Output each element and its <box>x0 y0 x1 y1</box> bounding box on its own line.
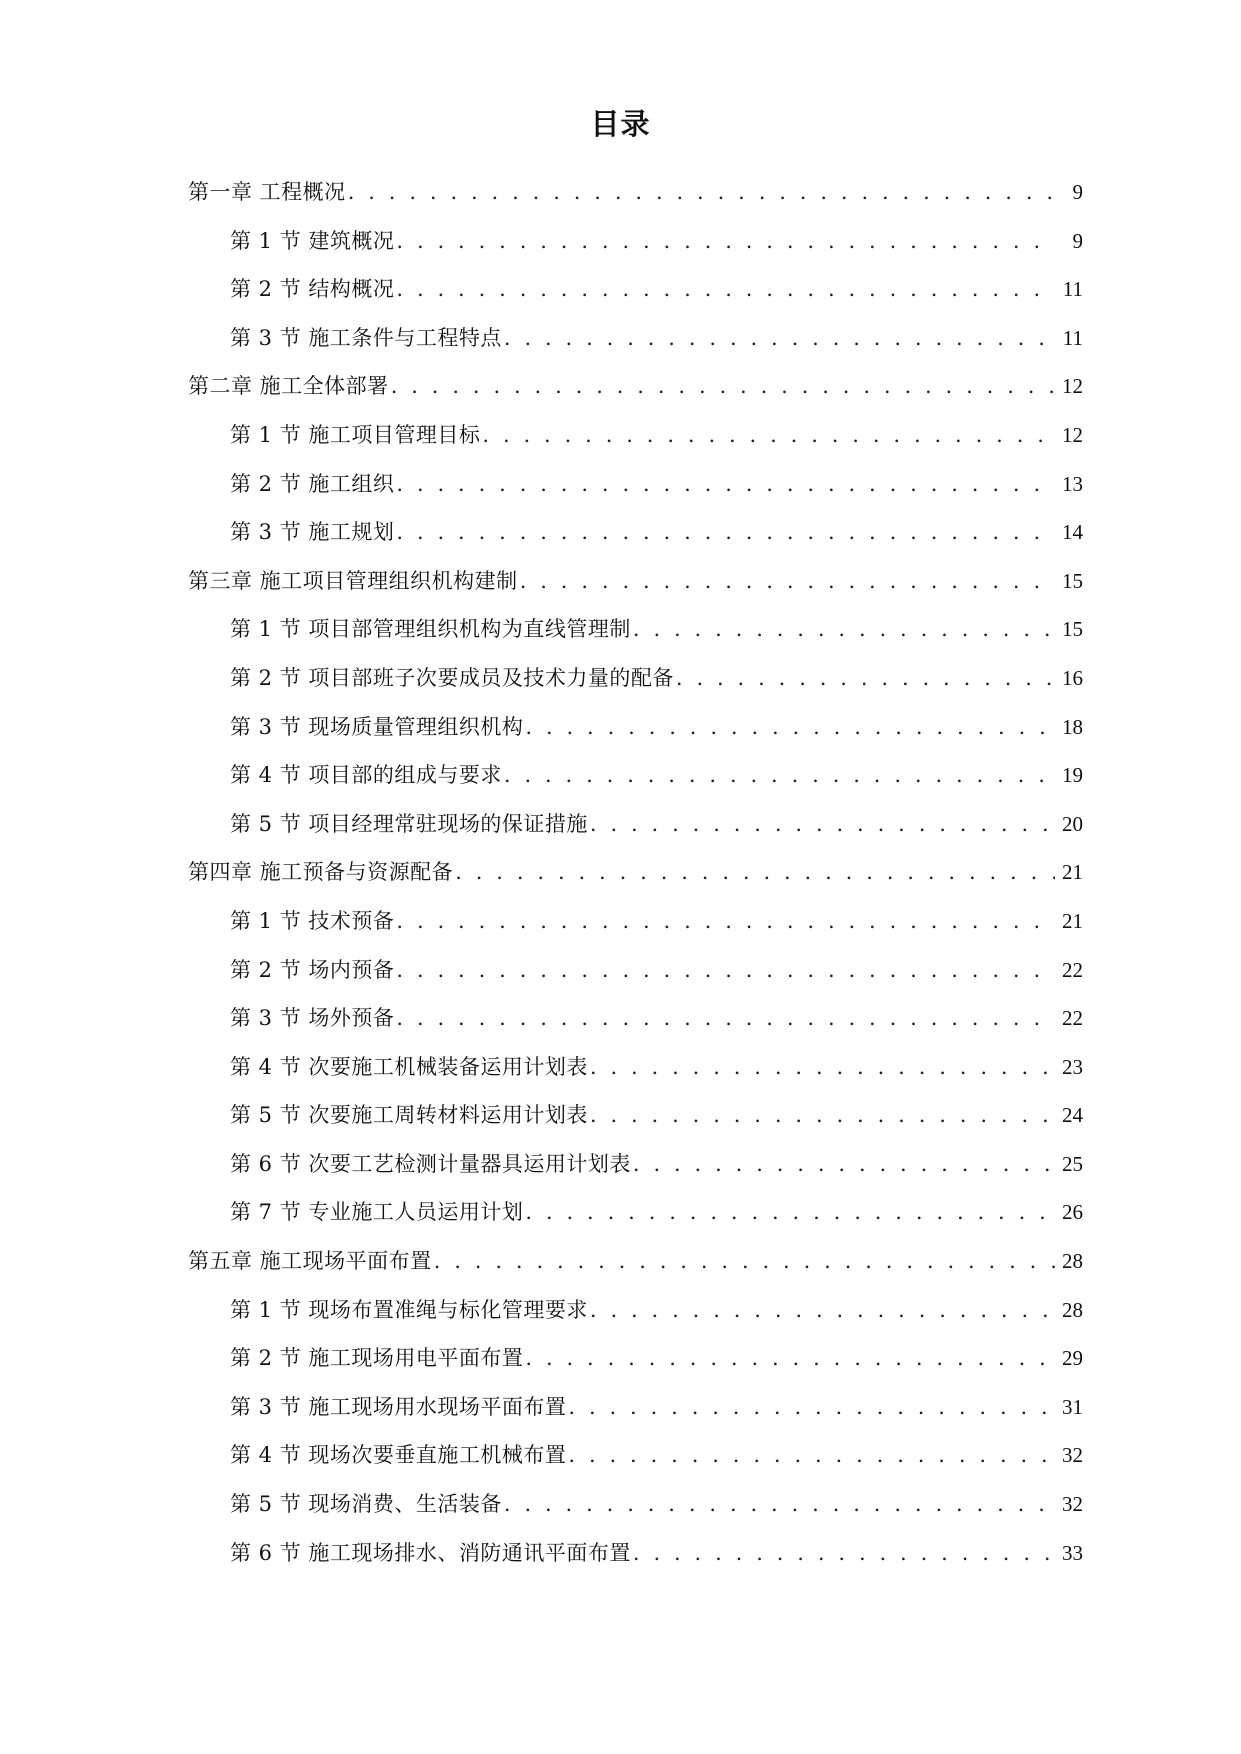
toc-dot-leader <box>633 605 1055 654</box>
toc-entry-label: 第 4 节 现场次要垂直施工机械布置 <box>230 1443 567 1468</box>
toc-page-number: 15 <box>1062 617 1083 642</box>
toc-dot-leader <box>396 508 1055 557</box>
toc-dot-leader <box>590 1286 1055 1335</box>
toc-section-entry[interactable] <box>188 751 1083 800</box>
toc-entry-label: 第 5 节 项目经理常驻现场的保证措施 <box>230 811 588 836</box>
toc-dot-leader <box>482 411 1055 460</box>
toc-dot-leader <box>504 314 1055 363</box>
toc-section-entry[interactable] <box>188 1188 1083 1237</box>
toc-dot-leader <box>396 460 1055 509</box>
toc-dot-leader <box>633 1140 1055 1189</box>
toc-page-number: 32 <box>1062 1492 1083 1517</box>
toc-entry-label: 第 1 节 技术预备 <box>230 908 395 933</box>
toc-page-number: 28 <box>1062 1297 1083 1322</box>
toc-dot-leader <box>520 557 1055 606</box>
toc-page-number: 23 <box>1062 1054 1083 1079</box>
toc-chapter-entry[interactable] <box>188 848 1083 897</box>
toc-section-entry[interactable] <box>188 1431 1083 1480</box>
toc-entry-label: 第五章 施工现场平面布置 <box>188 1249 432 1274</box>
toc-page-number: 16 <box>1062 665 1083 690</box>
toc-page-number: 22 <box>1062 1006 1083 1031</box>
toc-dot-leader <box>568 1431 1055 1480</box>
toc-section-entry[interactable] <box>188 1383 1083 1432</box>
toc-dot-leader <box>396 946 1055 995</box>
toc-page-number: 25 <box>1062 1151 1083 1176</box>
toc-list <box>188 168 1083 1577</box>
toc-section-entry[interactable] <box>188 1043 1083 1092</box>
toc-entry-label: 第 6 节 次要工艺检测计量器具运用计划表 <box>230 1151 631 1176</box>
toc-section-entry[interactable] <box>188 1091 1083 1140</box>
toc-section-entry[interactable] <box>188 508 1083 557</box>
toc-entry-label: 第 3 节 施工现场用水现场平面布置 <box>230 1394 567 1419</box>
toc-entry-label: 第 2 节 施工组织 <box>230 471 395 496</box>
toc-page-number: 9 <box>1072 180 1083 204</box>
toc-page-number: 11 <box>1062 277 1083 302</box>
toc-section-entry[interactable] <box>188 946 1083 995</box>
toc-entry-label: 第 3 节 施工条件与工程特点 <box>230 325 502 350</box>
toc-page-number: 31 <box>1062 1394 1083 1419</box>
toc-entry-label: 第 4 节 项目部的组成与要求 <box>230 763 502 788</box>
toc-dot-leader <box>633 1529 1055 1578</box>
toc-section-entry[interactable] <box>188 411 1083 460</box>
toc-section-entry[interactable] <box>188 605 1083 654</box>
toc-section-entry[interactable] <box>188 1529 1083 1578</box>
toc-dot-leader <box>348 168 1055 217</box>
toc-entry-label: 第 2 节 项目部班子次要成员及技术力量的配备 <box>230 665 674 690</box>
toc-dot-leader <box>590 1091 1055 1140</box>
toc-page-number: 21 <box>1062 860 1083 885</box>
toc-page-number: 15 <box>1062 568 1083 593</box>
toc-dot-leader <box>396 265 1055 314</box>
toc-entry-label: 第 2 节 施工现场用电平面布置 <box>230 1346 524 1371</box>
toc-entry-label: 第 3 节 施工规划 <box>230 520 395 545</box>
toc-section-entry[interactable] <box>188 460 1083 509</box>
toc-entry-label: 第 7 节 专业施工人员运用计划 <box>230 1200 524 1225</box>
toc-dot-leader <box>391 362 1055 411</box>
toc-page-number: 33 <box>1062 1540 1083 1565</box>
toc-dot-leader <box>396 897 1055 946</box>
toc-dot-leader <box>676 654 1055 703</box>
toc-dot-leader <box>434 1237 1055 1286</box>
toc-entry-label: 第 1 节 施工项目管理目标 <box>230 422 481 447</box>
toc-section-entry[interactable] <box>188 1480 1083 1529</box>
toc-page-number: 12 <box>1062 374 1083 399</box>
toc-chapter-entry[interactable] <box>188 557 1083 606</box>
toc-dot-leader <box>525 703 1055 752</box>
toc-chapter-entry[interactable] <box>188 1237 1083 1286</box>
toc-section-entry[interactable] <box>188 217 1083 266</box>
toc-page-number: 26 <box>1062 1200 1083 1225</box>
toc-entry-label: 第 3 节 场外预备 <box>230 1006 395 1031</box>
toc-dot-leader <box>396 994 1055 1043</box>
toc-entry-label: 第四章 施工预备与资源配备 <box>188 860 454 885</box>
toc-page-number: 18 <box>1062 714 1083 739</box>
toc-dot-leader <box>455 848 1055 897</box>
toc-dot-leader <box>568 1383 1055 1432</box>
toc-entry-label: 第 5 节 现场消费、生活装备 <box>230 1492 502 1517</box>
toc-page-number: 24 <box>1062 1103 1083 1128</box>
toc-entry-label: 第一章 工程概况 <box>188 180 346 204</box>
toc-section-entry[interactable] <box>188 800 1083 849</box>
toc-section-entry[interactable] <box>188 654 1083 703</box>
toc-section-entry[interactable] <box>188 703 1083 752</box>
toc-page-number: 9 <box>1072 228 1083 253</box>
toc-entry-label: 第 4 节 次要施工机械装备运用计划表 <box>230 1054 588 1079</box>
toc-entry-label: 第 1 节 项目部管理组织机构为直线管理制 <box>230 617 631 642</box>
toc-dot-leader <box>525 1334 1055 1383</box>
toc-page-number: 14 <box>1062 520 1083 545</box>
toc-section-entry[interactable] <box>188 314 1083 363</box>
toc-page-number: 13 <box>1062 471 1083 496</box>
toc-page-number: 32 <box>1062 1443 1083 1468</box>
toc-dot-leader <box>396 217 1055 266</box>
toc-section-entry[interactable] <box>188 1286 1083 1335</box>
toc-section-entry[interactable] <box>188 1140 1083 1189</box>
toc-page-number: 29 <box>1062 1346 1083 1371</box>
toc-entry-label: 第三章 施工项目管理组织机构建制 <box>188 568 518 593</box>
toc-dot-leader <box>590 1043 1055 1092</box>
toc-section-entry[interactable] <box>188 994 1083 1043</box>
toc-entry-label: 第二章 施工全体部署 <box>188 374 389 399</box>
toc-page-number: 28 <box>1062 1249 1083 1274</box>
toc-page-number: 11 <box>1062 325 1083 350</box>
toc-chapter-entry[interactable] <box>188 362 1083 411</box>
toc-page-number: 20 <box>1062 811 1083 836</box>
toc-dot-leader <box>504 1480 1055 1529</box>
toc-section-entry[interactable] <box>188 897 1083 946</box>
toc-entry-label: 第 3 节 现场质量管理组织机构 <box>230 714 524 739</box>
toc-section-entry[interactable] <box>188 1334 1083 1383</box>
toc-chapter-entry[interactable] <box>188 168 1083 217</box>
toc-dot-leader <box>504 751 1055 800</box>
toc-page-number: 12 <box>1062 422 1083 447</box>
toc-entry-label: 第 2 节 结构概况 <box>230 277 395 302</box>
toc-title: 目录 <box>590 107 651 141</box>
toc-dot-leader <box>590 800 1055 849</box>
toc-entry-label: 第 2 节 场内预备 <box>230 957 395 982</box>
toc-page-number: 21 <box>1062 908 1083 933</box>
toc-page-number: 19 <box>1062 763 1083 788</box>
toc-entry-label: 第 1 节 现场布置准绳与标化管理要求 <box>230 1297 588 1322</box>
toc-section-entry[interactable] <box>188 265 1083 314</box>
toc-dot-leader <box>525 1188 1055 1237</box>
toc-entry-label: 第 1 节 建筑概况 <box>230 228 395 253</box>
toc-page-number: 22 <box>1062 957 1083 982</box>
toc-entry-label: 第 6 节 施工现场排水、消防通讯平面布置 <box>230 1540 631 1565</box>
toc-entry-label: 第 5 节 次要施工周转材料运用计划表 <box>230 1103 588 1128</box>
